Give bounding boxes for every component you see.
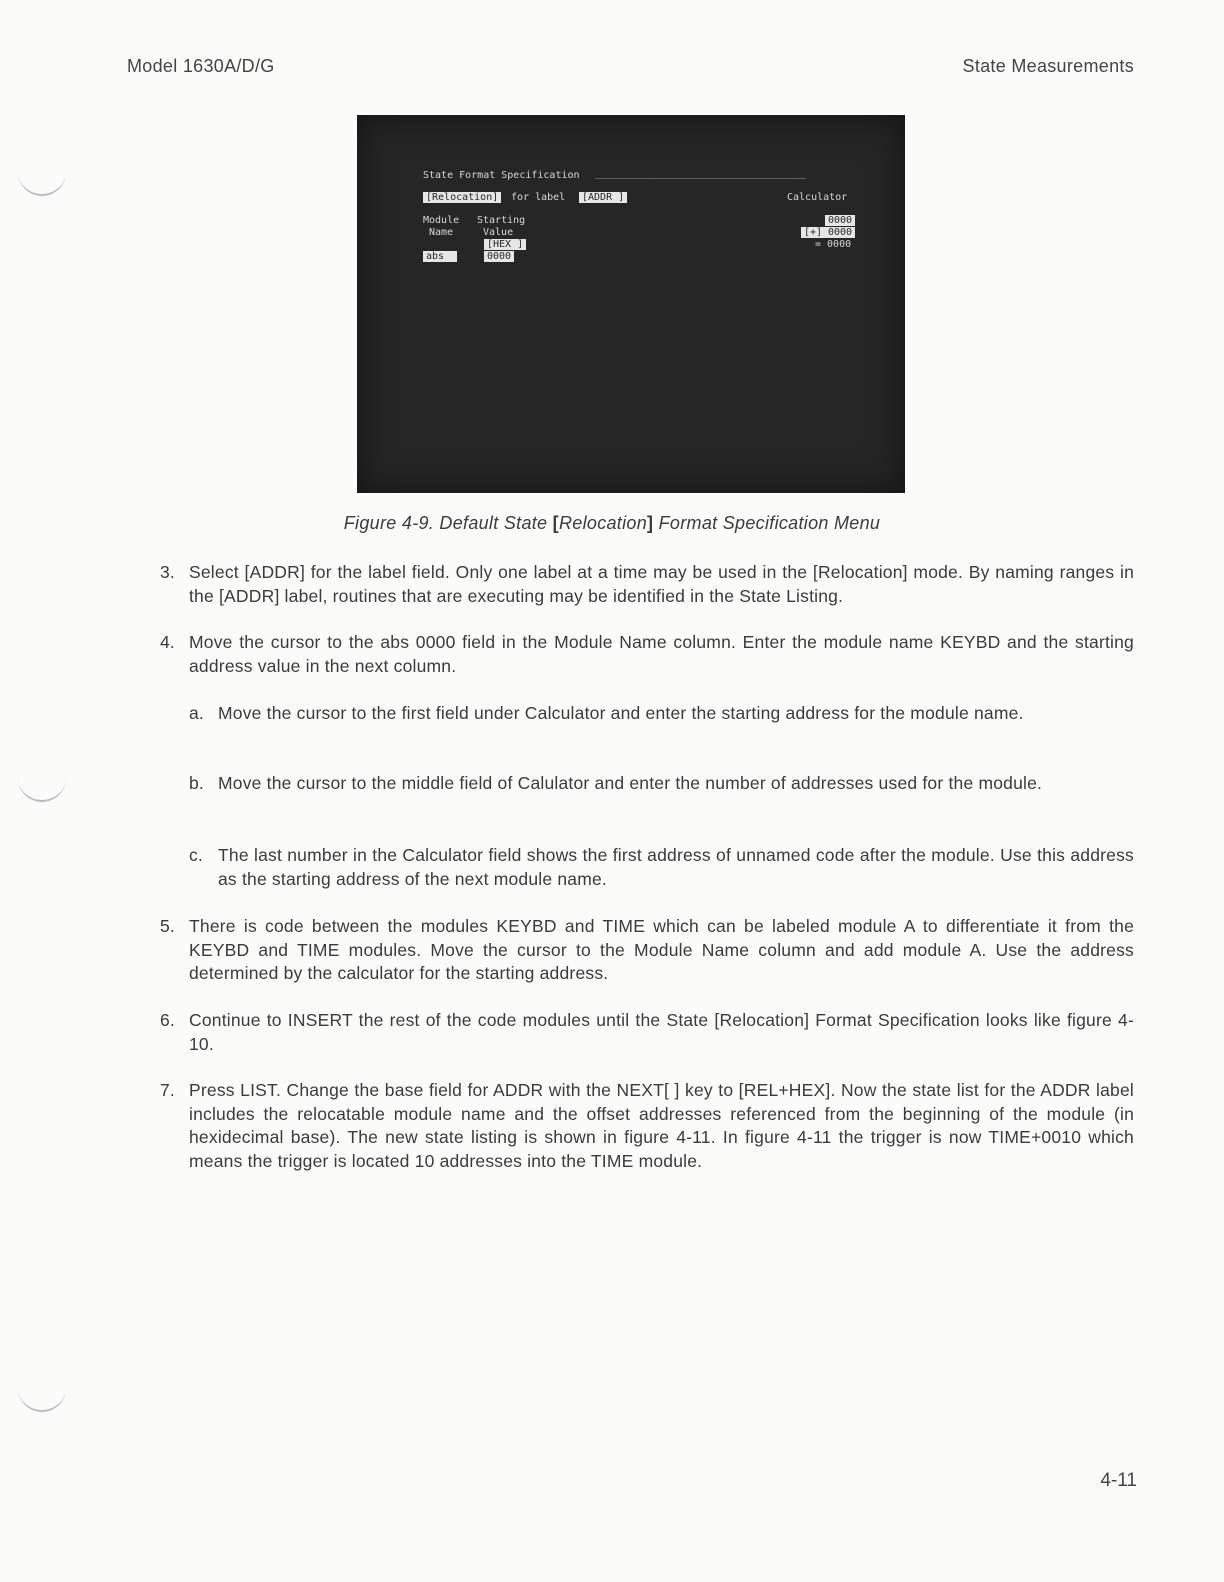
substep-text: The last number in the Calculator field shows the first address of unnamed code after the module. Use this address as the starting address of the next module name. <box>218 845 1134 889</box>
caption-prefix: Figure 4-9. Default State <box>343 513 553 533</box>
value-column-header: Value <box>483 227 514 238</box>
step-text: Move the cursor to the abs 0000 field in the Module Name column. Enter the module name KEYBD and the starting address value in the next column. <box>189 632 1134 676</box>
substep-text: Move the cursor to the middle field of Calulator and enter the number of addresses used for the module. <box>218 773 1043 793</box>
step-number: 7. <box>160 1080 175 1100</box>
step-number: 6. <box>160 1010 175 1030</box>
module-name-field[interactable]: abs <box>423 251 457 262</box>
binder-hole-mark <box>18 766 66 802</box>
starting-column-header: Starting <box>477 215 526 226</box>
calculator-operator-field[interactable]: [+] <box>801 227 825 238</box>
step-3 <box>160 561 1134 608</box>
name-column-header: Name <box>429 227 454 238</box>
substep-letter: b. <box>189 773 204 793</box>
calculator-field-count[interactable]: 0000 <box>825 227 855 238</box>
step-text: Press LIST. Change the base field for ADDR with the NEXT[ ] key to [REL+HEX]. Now the state list for the ADDR label includes the relocatable module name and the offset addresses referenced from the beginning of the module (in hexidecimal base). The new state listing is shown in figure 4-11. In figure 4-11 the trigger is now TIME+0010 which means the trigger is located 10 addresses into the TIME module. <box>189 1080 1134 1171</box>
figure-caption <box>0 513 1224 534</box>
step-4b <box>189 772 1134 796</box>
caption-bracket-open: [ <box>552 513 559 533</box>
calculator-result: = 0000 <box>815 239 852 250</box>
for-label-text: for label <box>511 192 566 203</box>
starting-value-field[interactable]: 0000 <box>484 251 514 262</box>
base-field[interactable]: [HEX ] <box>484 239 526 250</box>
calculator-label: Calculator <box>787 192 848 203</box>
relocation-mode-field[interactable]: [Relocation] <box>423 192 501 203</box>
step-text: Select [ADDR] for the label field. Only one label at a time may be used in the [Relocation] mode. By naming ranges in the [ADDR] label, routines that are executing may be identified in the State Listing. <box>189 562 1134 606</box>
step-number: 3. <box>160 562 175 582</box>
calculator-field-start[interactable]: 0000 <box>825 215 855 226</box>
substep-text: Move the cursor to the first field under Calculator and enter the starting address for the module name. <box>218 703 1024 723</box>
crt-screen-photo <box>357 115 905 493</box>
page-number: 4-11 <box>1100 1470 1137 1491</box>
binder-hole-mark <box>18 160 66 196</box>
step-6 <box>160 1009 1134 1056</box>
header-model: Model 1630A/D/G <box>127 56 275 76</box>
caption-suffix: Format Specification Menu <box>653 513 881 533</box>
step-7 <box>160 1079 1134 1173</box>
label-field[interactable]: [ADDR ] <box>579 192 627 203</box>
step-text: Continue to INSERT the rest of the code modules until the State [Relocation] Format Specification looks like figure 4-10. <box>189 1010 1134 1054</box>
step-4a <box>189 702 1134 726</box>
substep-letter: a. <box>189 703 204 723</box>
caption-mode: Relocation <box>558 513 648 533</box>
step-number: 4. <box>160 632 175 652</box>
caption-bracket-close: ] <box>647 513 654 533</box>
screen-title-rule: ___________________________________ <box>595 168 806 179</box>
step-4c <box>189 844 1134 891</box>
step-text: There is code between the modules KEYBD and TIME which can be labeled module A to differentiate it from the KEYBD and TIME modules. Move the cursor to the Module Name column and add module A. Use the address determined by the calculator for the starting address. <box>189 916 1134 983</box>
step-4 <box>160 631 1134 678</box>
binder-hole-mark <box>18 1376 66 1412</box>
header-section-title: State Measurements <box>962 56 1134 76</box>
screen-title: State Format Specification <box>423 170 580 181</box>
step-number: 5. <box>160 916 175 936</box>
substep-letter: c. <box>189 845 204 865</box>
module-column-header: Module <box>423 215 460 226</box>
step-5 <box>160 915 1134 986</box>
